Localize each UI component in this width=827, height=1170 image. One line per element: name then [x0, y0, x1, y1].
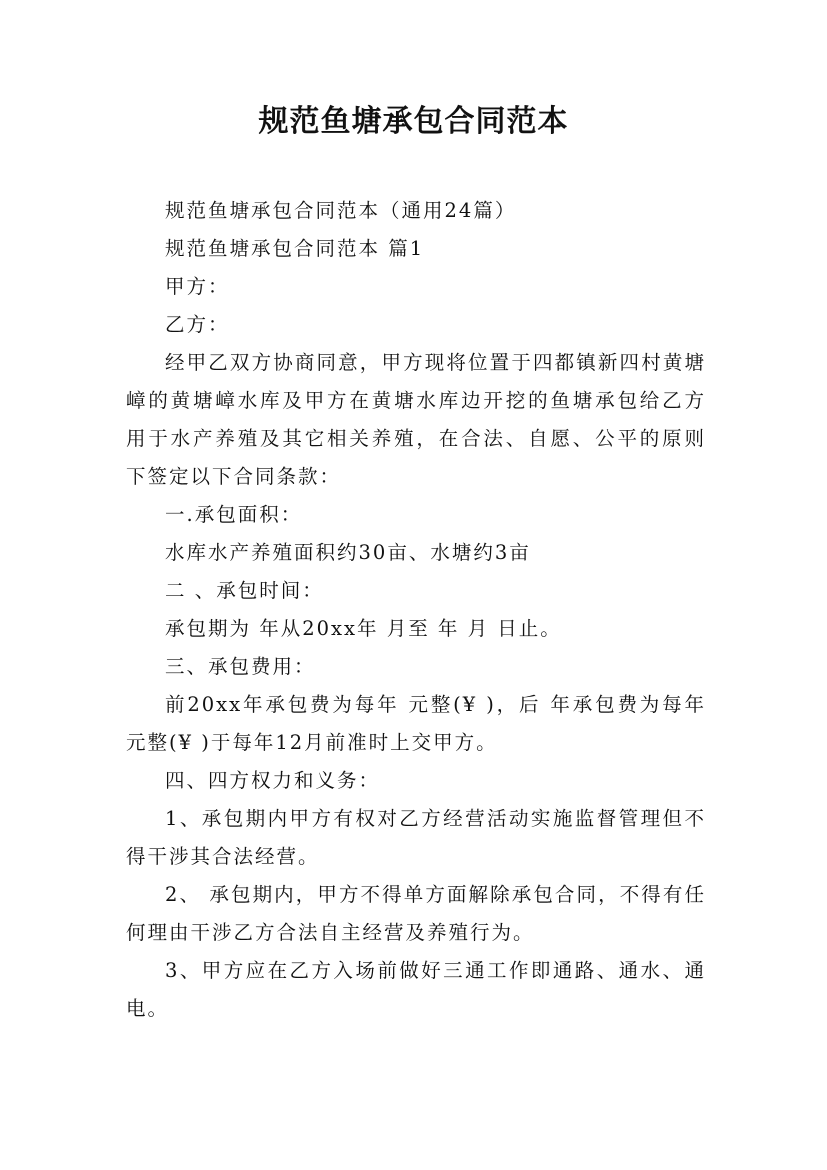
paragraph-clause-4-item-2: 2、 承包期内，甲方不得单方面解除承包合同，不得有任何理由干涉乙方合法自主经营及养殖行为。: [126, 883, 706, 944]
paragraph-clause-3-heading: 三、承包费用：: [165, 655, 316, 678]
paragraph-clause-1-heading: 一.承包面积：: [165, 503, 303, 526]
paragraph-clause-1-body: 水库水产养殖面积约30亩、水塘约3亩: [165, 541, 531, 564]
document-title: 规范鱼塘承包合同范本: [258, 104, 569, 139]
document-body: [126, 192, 706, 1028]
paragraph-clause-4-item-3: 3、甲方应在乙方入场前做好三通工作即通路、通水、通电。: [126, 959, 706, 1020]
paragraph-section-heading: 规范鱼塘承包合同范本 篇1: [165, 237, 425, 260]
paragraph-clause-2-heading: 二 、承包时间：: [165, 579, 324, 602]
paragraph-clause-2-body: 承包期为 年从20xx年 月至 年 月 日止。: [165, 617, 562, 640]
paragraph-clause-3-body: 前20xx年承包费为每年 元整(¥ )，后 年承包费为每年 元整(¥ )于每年12月前准时上交甲方。: [126, 693, 706, 754]
paragraph-party-a: 甲方：: [165, 275, 230, 298]
paragraph-clause-4-item-1: 1、承包期内甲方有权对乙方经营活动实施监督管理但不得干涉其合法经营。: [126, 807, 706, 868]
paragraph-clause-4-heading: 四、四方权力和义务：: [165, 769, 381, 792]
paragraph-subtitle: 规范鱼塘承包合同范本（通用24篇）: [165, 199, 517, 222]
paragraph-intro: 经甲乙双方协商同意，甲方现将位置于四都镇新四村黄塘嶂的黄塘嶂水库及甲方在黄塘水库边开挖的鱼塘承包给乙方用于水产养殖及其它相关养殖，在合法、自愿、公平的原则下签定以下合同条款：: [126, 351, 706, 488]
paragraph-party-b: 乙方：: [165, 313, 230, 336]
